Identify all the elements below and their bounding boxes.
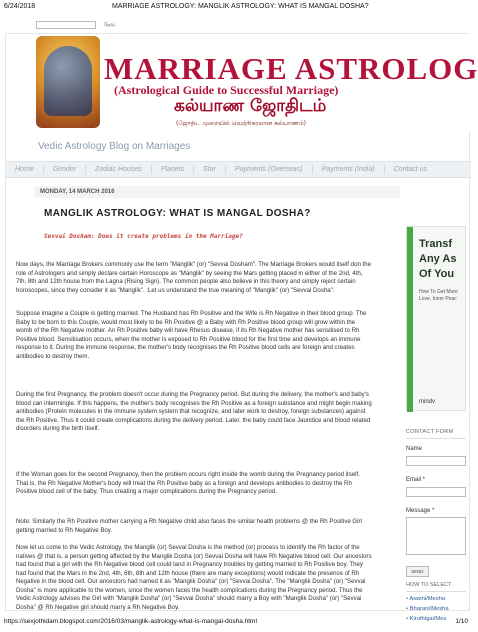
nav-gender[interactable]: Gender [44, 165, 86, 174]
print-title: MARRIAGE ASTROLOGY: MANGLIK ASTROLOGY: WHAT IS MANGAL DOSHA? [112, 3, 369, 10]
ad-brand: mindv [419, 399, 436, 405]
ad-text: How To Get More Love, Inner Peac [419, 289, 458, 302]
star-link[interactable]: • Aswini/Mesha [406, 596, 466, 602]
nav-contact-us[interactable]: Contact us [393, 166, 428, 173]
post-title[interactable]: MANGLIK ASTROLOGY: WHAT IS MANGAL DOSHA? [44, 208, 311, 219]
print-date: 6/24/2018 [4, 3, 36, 10]
post-paragraph: During the first Pregnancy, the problem doesn't occur during the Pregnancy period. But during the delivery, the mother's and baby's blood can intermingle. If this happens, the mother's body recognises the Rh Positive as a foreign substance and might begin making antibodies (Protein molecules in the immune system system that recognize, and later work to destroy, foreign substances) against the Rh Positive. Thus it could create complications during the delivery period. Later, the baby could face Jaundice and blood related disorders during the birth itself. [16, 391, 372, 433]
banner-tamil-title: கல்யாண ஜோதிடம் [174, 96, 327, 116]
how-to-select-title: HOW TO SELECT [406, 582, 466, 592]
nav-zodiac-houses[interactable]: Zodiac Houses [86, 165, 152, 174]
post-paragraph: Note: Similarly the Rh Positive mother carrying a Rh Negative child also faces the similar health problems @ the Rh Positive Girl getting married to Rh Negative Boy. [16, 518, 362, 534]
blog-post [34, 204, 400, 240]
post-paragraph: Now let us come to the Vedic Astrology, the Manglik (or) Sevvai Dosha is the method (or) process to identify the Rh factor of the natives @ that is, a person getting affected by the Manglik Dosha (or) Sevvai Dosha will have Rh Negative blood cell. Our ancestors had found that a girl with the Rh Negative blood cell could land in Pregnancy troubles by getting married to Rh Positive boy. They had found that the Mars in the 2nd, 4th, 6th, 8th and 12th house (there are many exceptions) would indicate the presence of Rh Negative in the blood cell. Our ancestors had named it as "Manglik Dosha" (or) "Sevvai Dosha". The "Manglik Dosha" (or) "Sevvai Dosha" is more applicable to the women, since the women faces the health complications during the Pregnancy period. Thus the Vedic Astrology advises the Girl with "Manglik Dosha" (or) "Sevvai Dosha" should marry a Boy with "Manglik Dosha" (or) "Sevvai Dosha" @ Rh Negative girl should marry a Rh Negative Boy. [16, 544, 372, 611]
post-intro: Sevvai Dosham: Does it create problems in the Marriage? [44, 233, 243, 240]
email-field[interactable] [406, 487, 466, 497]
print-url: https://sexjothidam.blogspot.com/2016/03/manglik-astrology-what-is-mangal-dosha.html [4, 618, 257, 625]
banner-subtitle: (Astrological Guide to Successful Marriage) [114, 83, 339, 97]
print-page-number: 1/10 [455, 618, 468, 625]
email-label: Email * [406, 477, 426, 483]
ad-accent-bar [407, 227, 413, 412]
print-header [0, 0, 474, 14]
post-date: MONDAY, 14 MARCH 2016 [34, 186, 400, 198]
name-label: Name [406, 446, 423, 452]
nav-payments-india[interactable]: Payments (India) [313, 165, 385, 174]
send-button[interactable]: SEND [406, 566, 429, 577]
contact-form [406, 429, 466, 578]
banner-tamil-subtitle: (ஜோதிட முறையில் வெற்றிகரமான கல்யாணம்) [176, 120, 306, 127]
post-paragraph: Suppose imagine a Couple is getting married. The Husband has Rh Positive and the Wife is Rh Negative in their blood group. The Baby to be born to this Couple, would most likely to be Rh Positive @ a Baby with Rh Positive blood group will grow within the womb of the Rh Negative mother. An Rh Positive baby will have Rhesus disease, if its Rh Negative mother has sensitised to Rh Positive blood. Sensitisation occurs, when the mother is exposed to Rh Positive blood for the first time and develops an immune response to it. During the immune response, the mother's body recognises the Rh Positive blood cells are foreign and creates antibodies to destroy them. [16, 310, 367, 360]
search-bar [36, 20, 115, 30]
print-footer [0, 616, 474, 630]
nav-bar [6, 161, 471, 178]
ad-headline: Transf Any As Of You [419, 238, 457, 280]
post-paragraph: If the Woman goes for the second Pregnancy, then the problem occurs right inside the womb during the Pregnancy period itself. That is, the Rh Negative Mother's body will treat the Rh Positive baby as a foreign and develops antibodies to destroy the Rh Positive blood cell of the baby. Thus creating a major complications during the Pregnancy period. [16, 471, 360, 496]
star-link[interactable]: • Bharani/Mesha [406, 606, 466, 612]
contact-form-title: CONTACT FORM [406, 429, 466, 439]
sidebar-ad[interactable] [406, 226, 466, 411]
message-label: Message * [406, 508, 435, 514]
post-paragraph: Now days, the Marriage Brokers commonly use the term "Manglik" (or) "Sevvai Dosham". The Marriage Brokers would itself don the role of Astrologers and simply declare certain Horoscope as "Manglik" by seeing the Mars getting placed in either of the 2nd, 4th, 7th, 8th and 12th house from the Lagna (Rising Sign). The common people also believe in this theory and simply reject certain horoscopes, since they consider it as "Manglik". :Let us understand the true meaning of "Manglik" (or) "Sevvai Dosha". [16, 261, 372, 294]
deity-image [36, 36, 100, 128]
nav-home[interactable]: Home [6, 165, 44, 174]
message-field[interactable] [406, 517, 466, 555]
search-button[interactable]: தேடு [104, 22, 116, 28]
nav-star[interactable]: Star [194, 165, 226, 174]
blog-banner[interactable] [6, 34, 478, 131]
nav-planets[interactable]: Planets [152, 165, 194, 174]
banner-title: MARRIAGE ASTROLOG [104, 51, 478, 86]
name-field[interactable] [406, 456, 466, 466]
star-link[interactable]: • Kiruthigai/Mes [406, 616, 466, 622]
nav-payments-overseas[interactable]: Payments (Overseas) [226, 165, 313, 174]
blog-description: Vedic Astrology Blog on Marriages [38, 141, 191, 152]
search-input[interactable] [36, 21, 96, 29]
